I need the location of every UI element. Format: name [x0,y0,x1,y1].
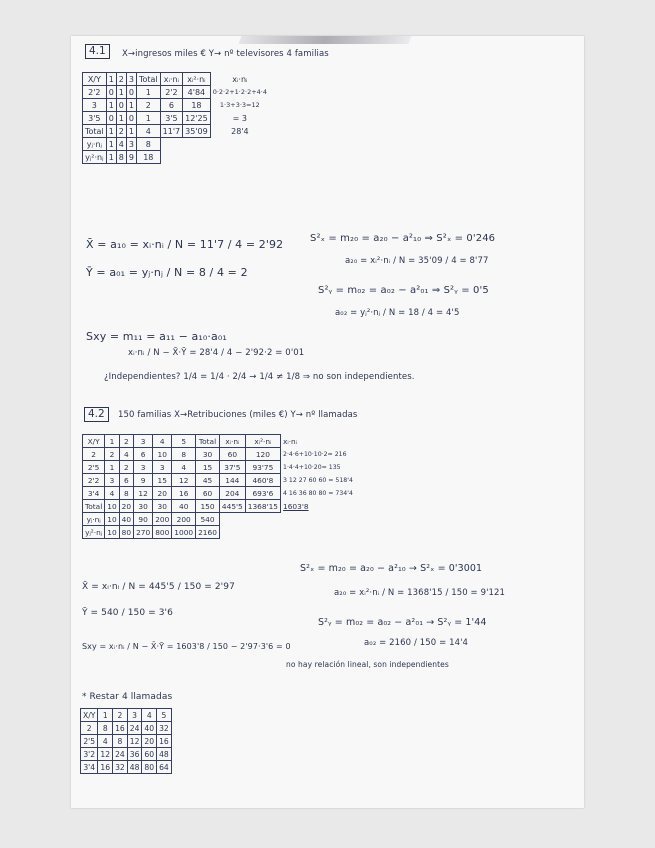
table-cell: 6 [160,99,182,112]
table-cell: 80 [119,526,133,539]
table-cell: 6 [119,474,133,487]
table-cell: 3 [127,709,142,722]
table-cell: 60 [196,487,220,500]
table-cell: 8 [119,487,133,500]
table-cell: 5 [172,435,196,448]
table-row [81,722,172,735]
table-cell: 1 [106,151,116,164]
formula-a20: a₂₀ = xᵢ²·nᵢ / N = 35'09 / 4 = 8'77 [345,256,489,266]
table-cell: 1 [106,73,116,86]
table-cell: 2'5 [81,735,98,748]
table-cell: Total [83,500,105,513]
table-cell: yⱼ·nⱼ [83,513,105,526]
formula-mean-y: Ȳ = a₀₁ = yⱼ·nⱼ / N = 8 / 4 = 2 [86,266,248,279]
table-cell: 3'4 [81,761,98,774]
table-row [83,125,270,138]
table-cell: 1 [126,99,136,112]
table-cell: 3'5 [160,112,182,125]
table-cell: 3 [153,461,172,474]
table-cell: 3 12 27 60 60 = 518'4 [283,476,353,484]
formula-a20-2: a₂₀ = xᵢ²·nᵢ / N = 1368'15 / 150 = 9'121 [334,588,506,598]
formula-variance-x: S²ₓ = m₂₀ = a₂₀ − a²₁₀ ⇒ S²ₓ = 0'246 [310,233,496,244]
table-cell: 0·2·2+1·2·2+4·4 [212,88,267,96]
table-cell: 3 [105,474,119,487]
table-cell: 20 [142,735,157,748]
table-cell: 10 [105,500,119,513]
table-cell: 3 [134,435,153,448]
formula-covariance-calc: xᵢ·nᵢ / N − X̄·Ȳ = 28'4 / 4 − 2'92·2 = 0'01 [128,348,305,358]
table-cell: 3'5 [83,112,107,125]
table-header-row [83,435,356,448]
table-cell: 12 [127,735,142,748]
table-row [83,448,356,461]
table-cell: 40 [119,513,133,526]
table-cell: 93'75 [245,461,280,474]
table-cell: 16 [98,761,113,774]
table-cell: 64 [157,761,172,774]
table-cell: 12 [98,748,113,761]
table-cell: 2 [81,722,98,735]
scan-smudge [239,36,412,44]
table-cell: 2 [119,461,133,474]
table-cell: 30 [196,448,220,461]
table-cell: = 3 [232,113,248,123]
table-cell: 693'6 [245,487,280,500]
table-header-row [81,709,172,722]
table-cell: 45 [196,474,220,487]
table-cell: Total [196,435,220,448]
table-cell: 4 [105,487,119,500]
table-cell: 9 [126,151,136,164]
formula-variance-y-2: S²ᵧ = m₀₂ = a₀₂ − a²₀₁ → S²ᵧ = 1'44 [318,617,487,628]
table-cell: 2 [136,99,160,112]
table-cell: xᵢ·nᵢ [219,435,245,448]
table-cell: 2·4·6+10·10·2= 216 [283,450,347,458]
formula-mean-y-2: Ȳ = 540 / 150 = 3'6 [82,608,173,618]
table-cell: 2160 [196,526,220,539]
table-cell: 12 [172,474,196,487]
formula-variance-x-2: S²ₓ = m₂₀ = a₂₀ − a²₁₀ → S²ₓ = 0'3001 [300,563,483,574]
table-cell: 16 [172,487,196,500]
table-cell: 40 [172,500,196,513]
table-cell: 35'09 [183,125,211,138]
table-cell: 15 [196,461,220,474]
conclusion-note: no hay relación lineal, son independientes [286,660,449,669]
table-cell: 1 [106,138,116,151]
table-row [83,151,270,164]
table-cell: 4 [153,435,172,448]
subtract-calls-table [80,708,172,774]
table-cell: 204 [219,487,245,500]
table-cell: 40 [142,722,157,735]
table-cell: 4 [98,735,113,748]
exercise-number-4-2: 4.2 [84,407,109,422]
table-cell: 36 [127,748,142,761]
table-cell: 32 [113,761,128,774]
table-cell: 1·4·4+10·20= 135 [283,463,341,471]
table-cell: 20 [119,500,133,513]
table-cell: 18 [183,99,211,112]
table-cell: 4 [142,709,157,722]
table-cell: 16 [113,722,128,735]
table-cell: 800 [153,526,172,539]
table-cell: 30 [134,500,153,513]
table-cell: 15 [153,474,172,487]
table-cell: 2 [83,448,105,461]
table-row [83,487,356,500]
table-cell: 8 [116,151,126,164]
table-cell: xᵢ·nᵢ [160,73,182,86]
table-cell: 48 [127,761,142,774]
table-cell: 0 [106,112,116,125]
table-cell: 2 [113,709,128,722]
table-cell: 1 [106,125,116,138]
table-row [81,748,172,761]
formula-a02-2: a₀₂ = 2160 / 150 = 14'4 [364,638,469,648]
table-cell: Total [83,125,107,138]
table-cell: 30 [153,500,172,513]
formula-a02: a₀₂ = yⱼ²·nⱼ / N = 18 / 4 = 4'5 [335,308,460,318]
table-cell: yⱼ²·nⱼ [83,151,107,164]
table-cell: 2'2 [160,86,182,99]
table-cell: 4 [116,138,126,151]
table-cell: 200 [172,513,196,526]
table-cell: X/Y [83,435,105,448]
formula-mean-x-2: X̄ = xᵢ·nᵢ / N = 445'5 / 150 = 2'97 [82,582,235,592]
table-cell: Total [136,73,160,86]
table-cell: 200 [153,513,172,526]
table-cell: 60 [142,748,157,761]
subtract-calls-title: * Restar 4 llamadas [82,692,173,702]
table-cell: 0 [126,86,136,99]
table-row [83,500,356,513]
table-cell: yⱼ·nⱼ [83,138,107,151]
table-cell: 3'2 [81,748,98,761]
table-cell: 10 [105,526,119,539]
table-cell: 80 [142,761,157,774]
table-cell: 4 [136,125,160,138]
table-cell: 37'5 [219,461,245,474]
table-cell: 10 [105,513,119,526]
table-cell: 3 [134,461,153,474]
table-cell: 0 [126,112,136,125]
table-cell: 3'4 [83,487,105,500]
table-cell: 1000 [172,526,196,539]
table-cell: 4 16 36 80 80 = 734'4 [283,489,353,497]
table-cell: 270 [134,526,153,539]
table-cell: 4 [119,448,133,461]
table-row [81,761,172,774]
formula-covariance-2: Sxy = xᵢ·nᵢ / N − X̄·Ȳ = 1603'8 / 150 − 2'97·3'6 = 0 [82,642,291,651]
table-cell: 0 [106,86,116,99]
table-row [83,461,356,474]
table-row [83,526,356,539]
table-row [83,86,270,99]
table-cell: 11'7 [160,125,182,138]
table-cell: 4 [172,461,196,474]
table-header-row [83,73,270,86]
table-cell: 2 [116,73,126,86]
table-cell: 3 [83,99,107,112]
table-cell: 2 [116,125,126,138]
table-cell: 460'8 [245,474,280,487]
table-cell: 60 [219,448,245,461]
table-row [81,735,172,748]
independence-question: ¿Independientes? 1/4 = 1/4 · 2/4 → 1/4 ≠ 1/8 ⇒ no son independientes. [104,372,415,382]
table-cell: 3 [126,73,136,86]
exercise-number-4-1: 4.1 [85,44,110,59]
table-cell: xᵢ²·nᵢ [183,73,211,86]
table-cell: 10 [153,448,172,461]
table-cell: 150 [196,500,220,513]
table-cell: 1 [116,112,126,125]
exercise-4-1-header: X→ingresos miles € Y→ nº televisores 4 familias [122,49,329,59]
exercise-4-2-header: 150 familias X→Retribuciones (miles €) Y→ nº llamadas [118,410,358,420]
table-cell: 8 [98,722,113,735]
table-cell: 3 [126,138,136,151]
table-cell: 20 [153,487,172,500]
table-cell: 0 [116,99,126,112]
table-cell: xᵢ·nᵢ [283,436,298,446]
table-cell: 1603'8 [283,501,309,511]
table-cell: 2'2 [83,86,107,99]
table-cell: 12'25 [183,112,211,125]
table-row [83,513,356,526]
table-cell: xᵢ²·nᵢ [245,435,280,448]
table-cell: 90 [134,513,153,526]
exercise-4-2-table [82,434,356,539]
table-cell: 1 [105,435,119,448]
table-cell: 24 [127,722,142,735]
table-cell: 2 [119,435,133,448]
table-cell: 48 [157,748,172,761]
table-cell: 18 [136,151,160,164]
formula-covariance: Sxy = m₁₁ = a₁₁ − a₁₀·a₀₁ [86,330,227,343]
table-cell: 2'2 [83,474,105,487]
table-cell: 28'4 [231,126,249,136]
table-row [83,474,356,487]
table-cell: 120 [245,448,280,461]
exercise-4-1-table [82,72,270,164]
table-cell: 5 [157,709,172,722]
table-cell: 144 [219,474,245,487]
table-cell: xᵢ·nᵢ [232,74,248,84]
table-cell: 1 [98,709,113,722]
table-cell: 445'5 [219,500,245,513]
table-cell: 1 [116,86,126,99]
table-cell: 1 [136,112,160,125]
table-cell: 8 [136,138,160,151]
table-cell: 12 [134,487,153,500]
table-cell: 4'84 [183,86,211,99]
formula-variance-y: S²ᵧ = m₀₂ = a₀₂ − a²₀₁ ⇒ S²ᵧ = 0'5 [318,285,489,296]
table-row [83,99,270,112]
table-cell: 1·3+3·3=12 [219,101,260,109]
table-cell: 6 [134,448,153,461]
table-row [83,138,270,151]
table-cell: X/Y [83,73,107,86]
table-cell: X/Y [81,709,98,722]
table-cell: 1 [106,99,116,112]
table-cell: 2 [105,448,119,461]
table-cell: 1 [105,461,119,474]
table-cell: 1 [126,125,136,138]
table-cell: 24 [113,748,128,761]
table-cell: yⱼ²·nⱼ [83,526,105,539]
table-cell: 8 [113,735,128,748]
table-row [83,112,270,125]
table-cell: 9 [134,474,153,487]
table-cell: 2'5 [83,461,105,474]
table-cell: 1 [136,86,160,99]
table-cell: 1368'15 [245,500,280,513]
table-cell: 540 [196,513,220,526]
formula-mean-x: X̄ = a₁₀ = xᵢ·nᵢ / N = 11'7 / 4 = 2'92 [86,238,284,251]
table-cell: 16 [157,735,172,748]
table-cell: 32 [157,722,172,735]
table-cell: 8 [172,448,196,461]
